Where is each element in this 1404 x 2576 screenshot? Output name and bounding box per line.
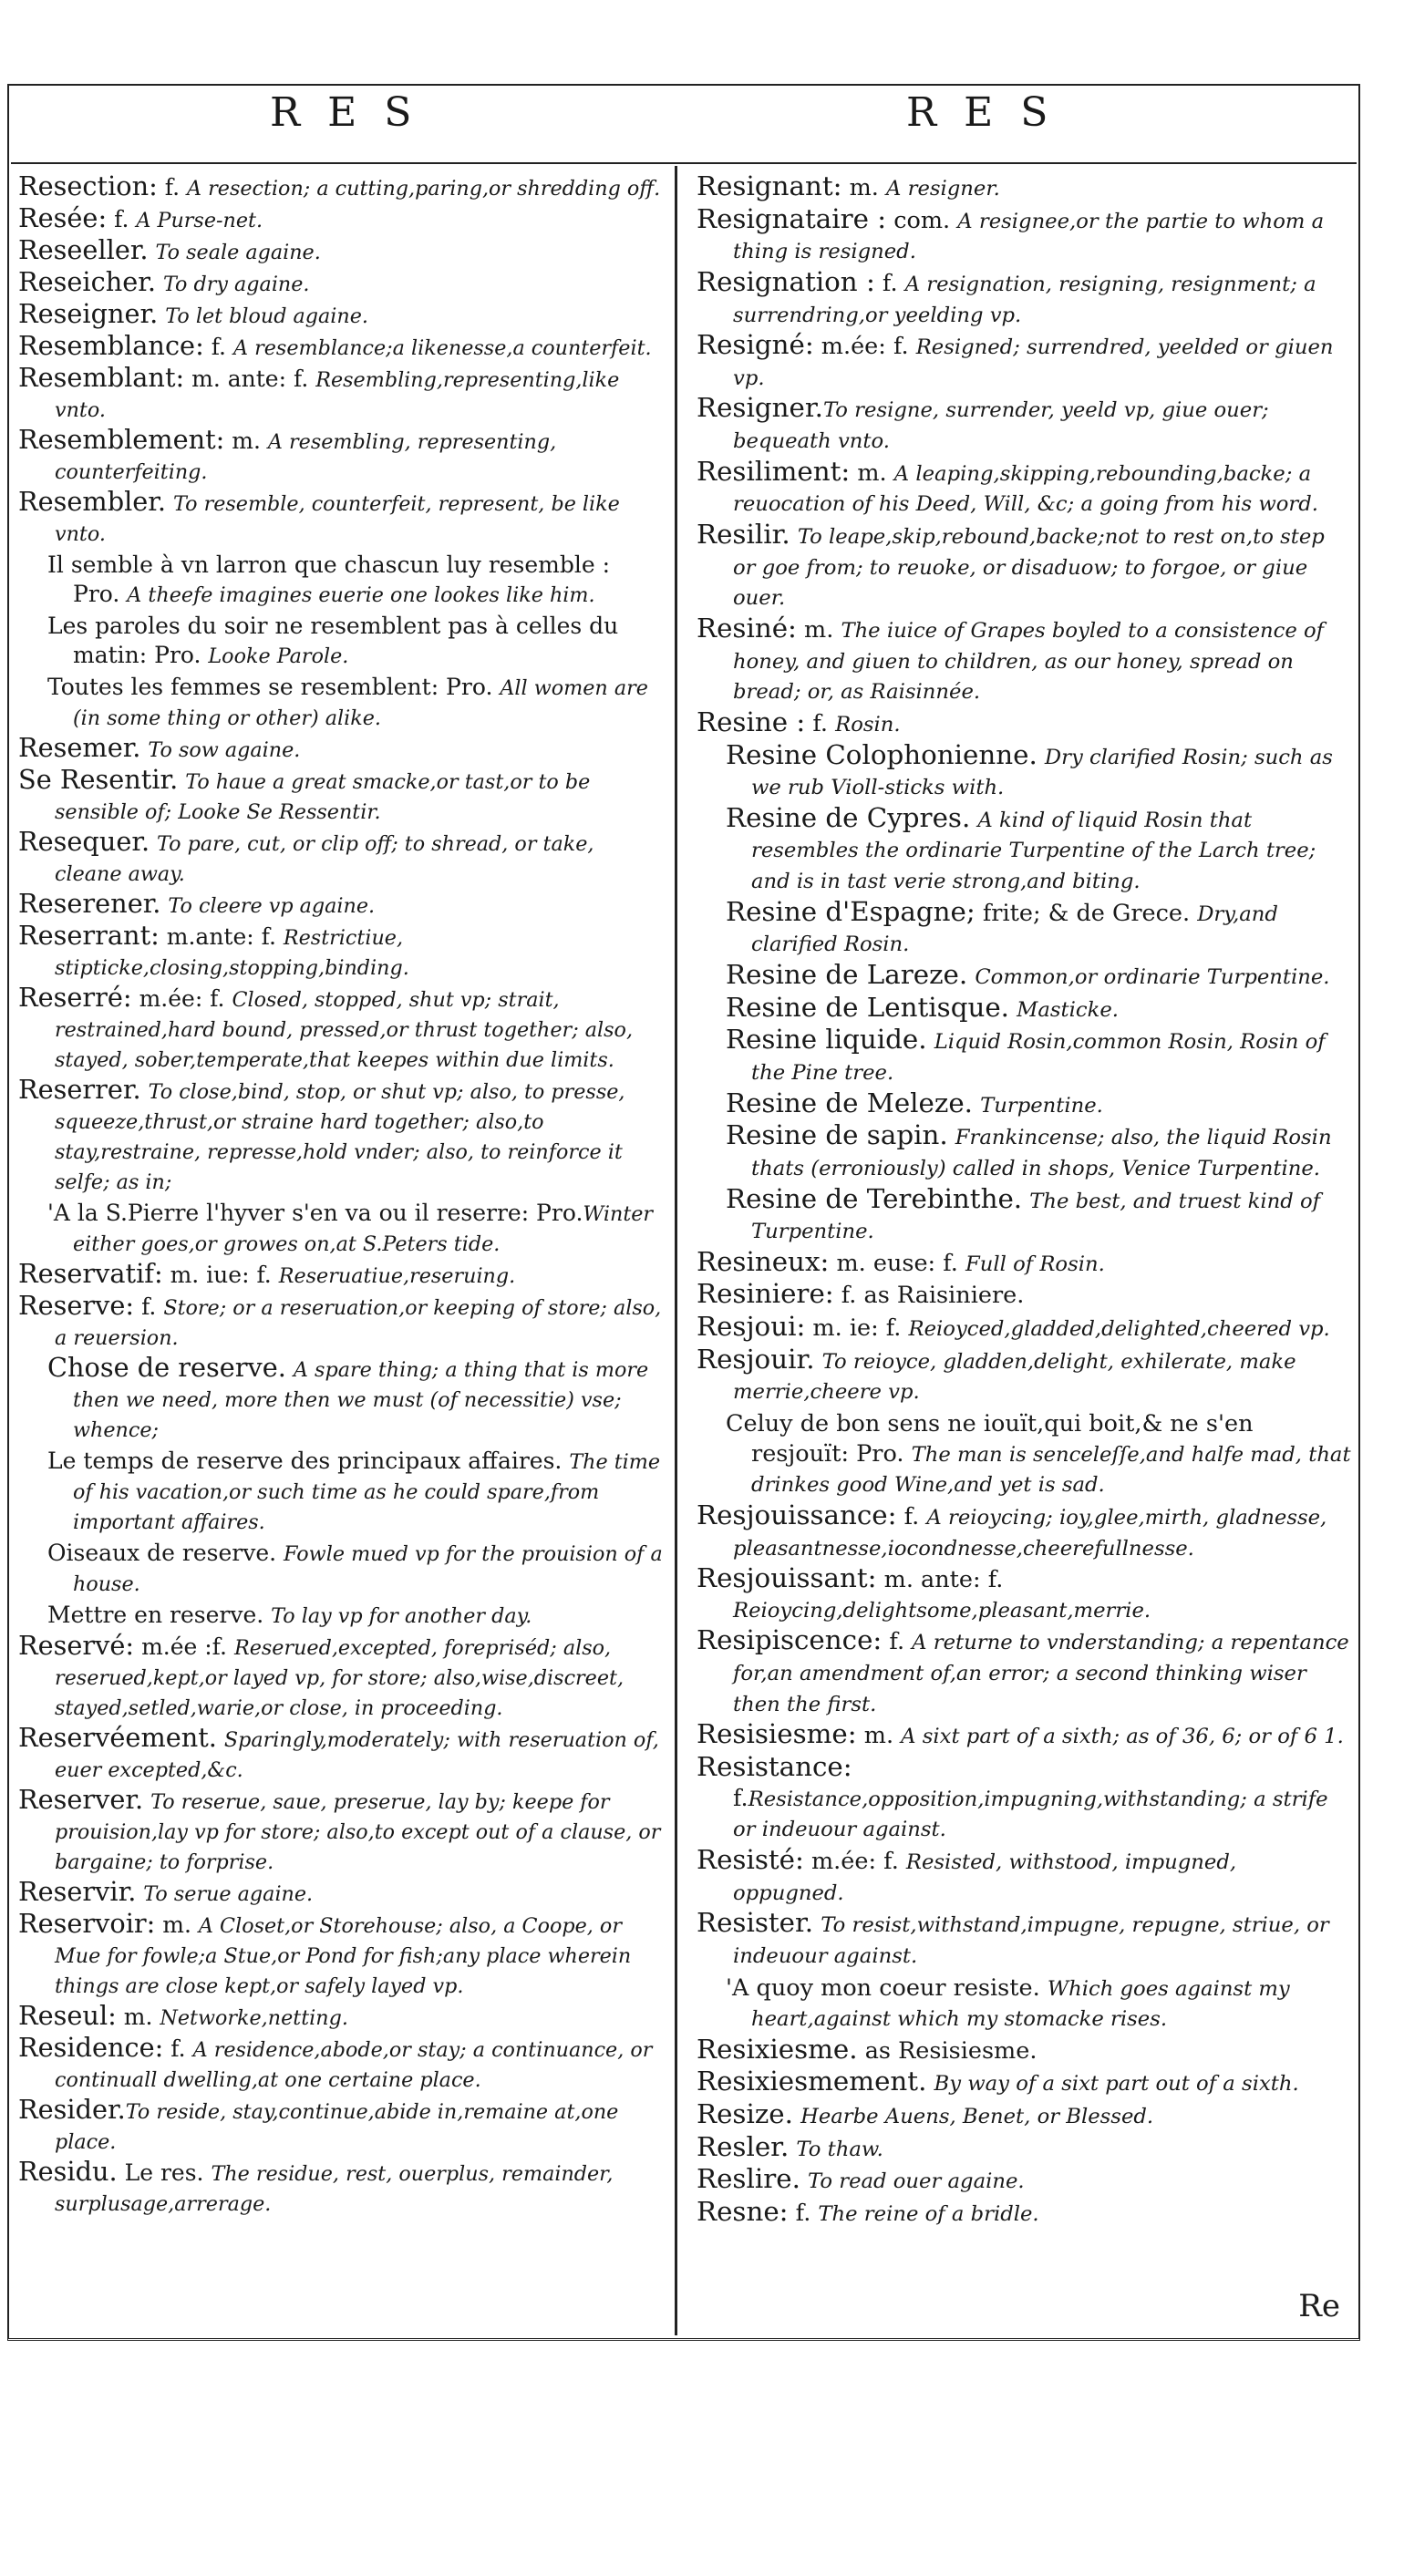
english-gloss: To cleere vp againe. — [168, 894, 376, 918]
headword: Resister. — [697, 1907, 814, 1939]
english-gloss: By way of a sixt part out of a sixth. — [934, 2072, 1299, 2097]
english-gloss: A leaping,skipping,rebounding,backe; a reuocation of his Deed, Will, &c; a going from his word. — [733, 461, 1319, 517]
dictionary-entry — [697, 393, 1353, 456]
english-gloss: Resigned; surrendred, yeelded or giuen vp. — [733, 335, 1334, 390]
dictionary-entry — [697, 740, 1353, 803]
headword: Resjouir. — [697, 1343, 815, 1375]
headword: Resigner. — [697, 392, 823, 424]
dictionary-entry — [18, 549, 664, 610]
english-gloss: A reioycing; ioy,glee,mirth, gladnesse, pleasantnesse,iocondnesse,cheerefullnesse. — [733, 1505, 1327, 1561]
dictionary-entry — [18, 1877, 664, 1909]
entry-text: m. — [116, 2004, 160, 2030]
dictionary-entry — [18, 203, 664, 235]
english-gloss: Looke Parole. — [208, 644, 349, 668]
dictionary-entry — [18, 487, 664, 549]
dictionary-entry — [18, 1353, 664, 1445]
headword: Resine de Meleze. — [726, 1087, 973, 1118]
dictionary-entry — [697, 1120, 1353, 1183]
headword: Resignant: — [697, 170, 842, 201]
entry-text: Celuy de bon sens ne iouït,qui boit,& ne s'en resjouït: Pro. — [726, 1409, 1254, 1468]
headword: Reservoir: — [18, 1908, 156, 1939]
dictionary-entry — [697, 2099, 1353, 2132]
english-gloss: A resection; a cutting,paring,or shredding off. — [187, 177, 661, 201]
english-gloss: To pare, cut, or clip off; to shread, or take, cleane away. — [55, 832, 594, 886]
entry-text: m. — [850, 459, 894, 487]
english-gloss: Fowle mued vp for the prouision of a house. — [73, 1542, 663, 1596]
dictionary-entry — [18, 267, 664, 299]
headword: Reserrant: — [18, 920, 160, 951]
dictionary-entry — [697, 267, 1353, 330]
english-gloss: The time of his vacation,or such time as he could spare,from important affaires. — [73, 1450, 661, 1534]
dictionary-entry — [18, 610, 664, 671]
entry-text: f. — [203, 334, 233, 360]
entry-text: m.ée: f. — [131, 985, 232, 1012]
dictionary-entry — [697, 1719, 1353, 1752]
headword: Resne: — [697, 2196, 789, 2227]
english-gloss: A resembling, representing, counterfeiting. — [55, 430, 557, 484]
dictionary-entry — [18, 1445, 664, 1537]
headword: Reserener. — [18, 888, 161, 919]
dictionary-entry — [697, 960, 1353, 993]
entry-text — [150, 829, 157, 856]
english-gloss: To serue againe. — [143, 1882, 314, 1906]
headword: Resine : — [697, 706, 806, 737]
dictionary-entry — [697, 1752, 1353, 1845]
entry-text: com. — [886, 206, 958, 234]
entry-text: f. — [874, 269, 905, 297]
entry-text: f. — [882, 1628, 913, 1656]
headword: Reseul: — [18, 2000, 117, 2031]
entry-text: f. — [107, 206, 137, 232]
entry-text — [1038, 743, 1045, 770]
headword: Resée: — [18, 202, 108, 233]
entry-text: m. iue: f. — [162, 1262, 279, 1288]
entry-text — [973, 1091, 980, 1118]
english-gloss: To seale againe. — [155, 241, 321, 264]
english-gloss: Restrictiue, stipticke,closing,stopping,binding. — [55, 926, 409, 980]
english-gloss: Resistance,opposition,impugning,withstanding; a strife or indeuour against. — [733, 1787, 1328, 1842]
headword: Resemblant: — [18, 362, 185, 393]
headword: Reserve: — [18, 1290, 135, 1321]
english-gloss: Reseruatiue,reseruing. — [278, 1264, 516, 1288]
english-gloss: To read ouer againe. — [808, 2169, 1025, 2194]
english-gloss: Common,or ordinarie Turpentine. — [975, 965, 1330, 990]
dictionary-entry — [18, 2001, 664, 2033]
entry-text — [948, 1123, 955, 1150]
entry-text — [156, 270, 163, 296]
dictionary-entry — [697, 1563, 1353, 1625]
headword: Resine d'Espagne; — [726, 895, 976, 927]
english-gloss: Resembling,representing,like vnto. — [55, 368, 620, 422]
dictionary-entry — [18, 1785, 664, 1877]
entry-text: m. ante: f. — [184, 366, 316, 392]
dictionary-entry — [18, 2033, 664, 2095]
headword: Resine de Lareze. — [726, 959, 968, 991]
headword: Resipiscence: — [697, 1624, 883, 1656]
entry-text: m. ie: f. — [805, 1314, 909, 1343]
entry-text: f. — [896, 1502, 927, 1530]
dictionary-entry — [18, 1291, 664, 1353]
headword: Resine Colophonienne. — [726, 738, 1038, 770]
dictionary-entry — [697, 2197, 1353, 2230]
headword: Resemblement: — [18, 424, 225, 455]
entry-text: Le res. — [117, 2159, 212, 2186]
dictionary-entry — [18, 1599, 664, 1631]
english-gloss: A sixt part of a sixth; as of 36, 6; or of 6 1. — [901, 1725, 1344, 1749]
english-gloss: A resemblance;a likenesse,a counterfeit. — [232, 336, 652, 360]
entry-text: m. ante: f. — [876, 1566, 1004, 1594]
dictionary-entry — [697, 1312, 1353, 1345]
catchword: Re — [1298, 2288, 1340, 2324]
headword: Resine de Terebinthe. — [726, 1182, 1023, 1214]
entry-text: Il semble à vn larron que chascun luy resemble : Pro. — [47, 551, 611, 607]
dictionary-entry — [697, 1184, 1353, 1247]
english-gloss: Winter either goes,or growes on,at S.Peters tide. — [73, 1202, 654, 1256]
left-column — [18, 171, 664, 2219]
dictionary-entry — [18, 331, 664, 363]
entry-text: as Resisiesme. — [857, 2036, 1038, 2065]
entry-text: Mettre en reserve. — [47, 1602, 272, 1628]
entry-text: f. as Raisiniere. — [833, 1282, 1025, 1310]
dictionary-entry — [697, 457, 1353, 520]
dictionary-entry — [697, 1088, 1353, 1121]
running-head-right: RES — [906, 89, 1076, 136]
headword: Resistance: — [697, 1751, 852, 1783]
headword: Resiné: — [697, 612, 797, 644]
headword: Resequer. — [18, 826, 150, 857]
headword: Reserré: — [18, 982, 132, 1013]
headword: Resine de sapin. — [726, 1119, 948, 1151]
entry-text: Oiseaux de reserve. — [47, 1540, 284, 1566]
entry-text: m. — [155, 1911, 199, 1938]
entry-text: f. — [788, 2200, 819, 2227]
headword: Resineux: — [697, 1245, 830, 1277]
english-gloss: Full of Rosin. — [965, 1252, 1105, 1276]
dictionary-entry — [18, 1259, 664, 1291]
english-gloss: Turpentine. — [980, 1093, 1103, 1118]
english-gloss: The residue, rest, ouerplus, remainder, surplusage,arrerage. — [55, 2162, 614, 2216]
headword: Resixiesmement. — [697, 2066, 927, 2097]
dictionary-entry — [18, 425, 664, 487]
english-gloss: The reine of a bridle. — [818, 2202, 1039, 2226]
english-gloss: To sow againe. — [148, 738, 301, 762]
dictionary-entry — [697, 707, 1353, 740]
entry-text — [286, 1355, 294, 1382]
english-gloss: To resemble, counterfeit, represent, be like vnto. — [55, 492, 620, 546]
english-gloss: Closed, stopped, shut vp; strait, restrained,hard bound, pressed,or thrust together; also, stayed, sober,temperate,that keepes within due limits. — [55, 988, 634, 1072]
headword: Resisiesme: — [697, 1718, 857, 1750]
headword: Resider. — [18, 2094, 126, 2125]
headword: Resemblance: — [18, 330, 204, 361]
headword: Reslire. — [697, 2163, 800, 2195]
english-gloss: Reioyced,gladded,delighted,cheered vp. — [908, 1317, 1330, 1342]
english-gloss: A returne to vnderstanding; a repentance for,an amendment of,an error; a second thinking wiser then the first. — [733, 1631, 1349, 1716]
english-gloss: Liquid Rosin,common Rosin, Rosin of the Pine tree. — [751, 1030, 1326, 1085]
headword: Reseigner. — [18, 298, 159, 329]
dictionary-entry — [18, 1075, 664, 1197]
entry-text: m.ante: f. — [159, 923, 284, 950]
english-gloss: The iuice of Grapes boyled to a consistence of honey, and giuen to children, as our honey, spread on bread; or, as Raisinnée. — [733, 618, 1325, 705]
entry-text: Toutes les femmes se resemblent: Pro. — [47, 674, 501, 700]
english-gloss: To lay vp for another day. — [271, 1604, 532, 1628]
headword: Resigné: — [697, 329, 814, 361]
entry-text: m.ée: f. — [813, 333, 916, 361]
entry-text — [143, 1788, 150, 1814]
headword: Reseeller. — [18, 234, 149, 265]
english-gloss: A Purse-net. — [136, 209, 263, 232]
dictionary-entry — [18, 235, 664, 267]
headword: Chose de reserve. — [47, 1352, 286, 1383]
headword: Resisté: — [697, 1843, 804, 1875]
dictionary-entry — [697, 803, 1353, 897]
entry-text: m.ée: f. — [803, 1847, 906, 1875]
english-gloss: Masticke. — [1017, 997, 1119, 1022]
headword: Reservéement. — [18, 1722, 217, 1753]
dictionary-entry — [697, 1345, 1353, 1407]
entry-text: m. — [224, 428, 268, 454]
headword: Resilir. — [697, 519, 790, 551]
english-gloss: To let bloud againe. — [165, 304, 368, 328]
entry-text — [793, 2102, 800, 2129]
dictionary-entry — [697, 2035, 1353, 2067]
headword: Reseicher. — [18, 266, 156, 297]
dictionary-entry — [18, 765, 664, 827]
english-gloss: Resisted, withstood, impugned, oppugned. — [733, 1850, 1237, 1905]
headword: Resignataire : — [697, 202, 887, 234]
dictionary-entry — [18, 299, 664, 331]
headword: Resection: — [18, 170, 158, 201]
dictionary-entry — [697, 1908, 1353, 1971]
entry-text: f. — [157, 174, 187, 201]
dictionary-entry — [697, 1972, 1353, 2035]
english-gloss: To reioyce, gladden,delight, exhilerate, make merrie,cheere vp. — [733, 1349, 1296, 1405]
english-gloss: Rosin. — [835, 712, 901, 737]
english-gloss: A kind of liquid Rosin that resembles the ordinarie Turpentine of the Larch tree; and is in tast verie strong,and biting. — [751, 808, 1316, 894]
dictionary-entry — [697, 1625, 1353, 1719]
entry-text: 'A quoy mon coeur resiste. — [726, 1973, 1048, 2002]
dictionary-entry — [18, 921, 664, 983]
headword: Reserrer. — [18, 1074, 141, 1105]
headword: Resine liquide. — [726, 1024, 927, 1056]
dictionary-entry — [697, 1025, 1353, 1087]
english-gloss: A residence,abode,or stay; a continuance, or continuall dwelling,at one certaine place. — [55, 2038, 653, 2092]
english-gloss: A resignee,or the partie to whom a thing is resigned. — [733, 209, 1325, 264]
headword: Se Resentir. — [18, 764, 179, 795]
dictionary-entry — [697, 204, 1353, 267]
headword: Resignation : — [697, 265, 875, 297]
entry-text: frite; & de Grece. — [975, 899, 1198, 927]
dictionary-entry — [697, 2164, 1353, 2197]
dictionary-entry — [697, 993, 1353, 1025]
english-gloss: To resist,withstand,impugne, repugne, striue, or indeuour against. — [733, 1913, 1329, 1968]
dictionary-entry — [697, 1407, 1353, 1500]
english-gloss: A resignation, resigning, resignment; a surrendring,or yeelding vp. — [733, 272, 1316, 327]
entry-text — [790, 522, 798, 550]
entry-text — [927, 1027, 934, 1055]
headword: Resiliment: — [697, 455, 851, 487]
english-gloss: A resigner. — [886, 177, 1000, 201]
dictionary-entry — [18, 827, 664, 889]
english-gloss: Which goes against my heart,against which my stomacke rises. — [751, 1976, 1290, 2032]
dictionary-entry — [18, 733, 664, 765]
english-gloss: To close,bind, stop, or shut vp; also, to presse, squeeze,thrust,or straine hard together; also,to stay,restraine, represse,hold vnder; also, to reinforce it selfe; as in; — [55, 1080, 625, 1194]
headword: Residu. — [18, 2156, 118, 2187]
english-gloss: To reside, stay,continue,abide in,remaine at,one place. — [55, 2100, 619, 2154]
dictionary-entry — [697, 520, 1353, 613]
dictionary-entry — [18, 1197, 664, 1259]
headword: Resine de Lentisque. — [726, 991, 1010, 1023]
english-gloss: A spare thing; a thing that is more then we need, more then we must (of necessitie) vse; whence; — [73, 1358, 649, 1442]
dictionary-entry — [18, 983, 664, 1075]
english-gloss: To leape,skip,rebound,backe;not to rest on,to step or goe from; to reuoke, or disaduow; to forgoe, or giue ouer. — [733, 525, 1325, 611]
dictionary-entry — [697, 613, 1353, 707]
dictionary-entry — [18, 671, 664, 733]
headword: Residence: — [18, 2032, 164, 2063]
entry-text — [166, 489, 173, 516]
entry-text: Les paroles du soir ne resemblent pas à celles du matin: Pro. — [47, 613, 619, 668]
dictionary-entry — [18, 363, 664, 425]
english-gloss: Reioycing,delightsome,pleasant,merrie. — [733, 1598, 1151, 1623]
entry-text: m. — [841, 174, 886, 201]
headword: Resixiesme. — [697, 2033, 858, 2065]
english-gloss: Dry,and clarified Rosin. — [751, 902, 1278, 957]
english-gloss: The man is senceleſſe,and halfe mad, that drinkes good Wine,and yet is sad. — [751, 1442, 1351, 1498]
entry-text: Le temps de reserve des principaux affaires. — [47, 1448, 570, 1474]
headword: Resjouissant: — [697, 1562, 877, 1594]
english-gloss: To resigne, surrender, yeeld vp, giue ouer; bequeath vnto. — [733, 398, 1269, 454]
headword: Reserver. — [18, 1784, 144, 1815]
english-gloss: Networke,netting. — [160, 2006, 348, 2030]
dictionary-entry — [18, 889, 664, 921]
entry-text — [149, 238, 156, 264]
right-column — [697, 171, 1353, 2230]
headword: Resiniere: — [697, 1278, 834, 1310]
entry-text — [141, 1077, 149, 1104]
english-gloss: Dry clarified Rosin; such as we rub Violl-sticks with. — [751, 745, 1333, 800]
headword: Resize. — [697, 2098, 793, 2130]
dictionary-entry — [18, 1631, 664, 1723]
entry-text: f. — [805, 709, 836, 737]
english-gloss: To thaw. — [796, 2137, 883, 2161]
english-gloss: To haue a great smacke,or tast,or to be sensible of; Looke Se Ressentir. — [55, 770, 591, 824]
entry-text: m.ée :f. — [134, 1633, 234, 1660]
dictionary-entry — [18, 171, 664, 203]
dictionary-entry — [697, 897, 1353, 960]
entry-text — [800, 2167, 808, 2194]
dictionary-entry — [697, 2132, 1353, 2165]
english-gloss: Hearbe Auens, Benet, or Blessed. — [800, 2105, 1154, 2129]
headword: Reservir. — [18, 1876, 137, 1907]
headword: Resler. — [697, 2130, 790, 2162]
entry-text — [1009, 995, 1017, 1023]
entry-text: m. euse: f. — [829, 1249, 965, 1277]
english-gloss: All women are (in some thing or other) alike. — [73, 676, 648, 730]
dictionary-entry — [18, 1537, 664, 1599]
header-rule — [11, 162, 1357, 164]
english-gloss: Store; or a reseruation,or keeping of store; also, a reuersion. — [55, 1296, 662, 1350]
entry-text: f. — [163, 2035, 193, 2062]
entry-text: m. — [796, 615, 841, 644]
dictionary-entry — [18, 1723, 664, 1785]
headword: Resembler. — [18, 486, 167, 517]
headword: Resjoui: — [697, 1311, 806, 1343]
headword: Reservé: — [18, 1630, 135, 1661]
dictionary-entry — [697, 2066, 1353, 2099]
english-gloss: A Closet,or Storehouse; also, a Coope, or Mue for fowle;a Stue,or Pond for fish;any place wherein things are close kept,or safely layed vp. — [55, 1914, 632, 1998]
dictionary-entry — [697, 1247, 1353, 1280]
dictionary-entry — [697, 171, 1353, 204]
headword: Reservatif: — [18, 1258, 163, 1289]
headword: Resemer. — [18, 732, 141, 763]
dictionary-entry — [697, 1279, 1353, 1312]
dictionary-entry — [18, 2095, 664, 2157]
running-head-left: RES — [270, 89, 439, 136]
entry-text: f. — [134, 1293, 164, 1320]
english-gloss: Sparingly,moderately; with reseruation of, euer excepted,&c. — [55, 1728, 659, 1782]
column-divider — [675, 166, 677, 2335]
dictionary-entry — [697, 1845, 1353, 1908]
entry-text — [926, 2069, 934, 2097]
entry-text: f. — [733, 1784, 748, 1812]
dictionary-entry — [697, 330, 1353, 393]
entry-text — [217, 1726, 224, 1752]
dictionary-entry — [18, 2157, 664, 2219]
english-gloss: Reserued,excepted, forepriséd; also, reserued,kept,or layed vp, for store; also,wise,discreet, stayed,setled,warie,or close, in proceeding. — [55, 1636, 625, 1720]
headword: Resine de Cypres. — [726, 801, 971, 833]
dictionary-entry — [18, 1909, 664, 2001]
headword: Resjouissance: — [697, 1499, 897, 1530]
entry-text: m. — [856, 1722, 902, 1750]
english-gloss: The best, and truest kind of Turpentine. — [751, 1189, 1321, 1244]
english-gloss: To dry againe. — [162, 273, 310, 296]
dictionary-entry — [697, 1500, 1353, 1563]
entry-text: 'A la S.Pierre l'hyver s'en va ou il reserre: Pro. — [47, 1200, 583, 1226]
english-gloss: To reserue, saue, preserue, lay by; keepe for prouision,lay vp for store; also,to except out of a clause, or bargaine; to forprise. — [55, 1790, 661, 1874]
english-gloss: A theefe imagines euerie one lookes like him. — [127, 583, 595, 607]
english-gloss: Frankincense; also, the liquid Rosin thats (erroniously) called in shops, Venice Turpentine. — [751, 1126, 1332, 1180]
entry-text — [815, 1347, 822, 1375]
